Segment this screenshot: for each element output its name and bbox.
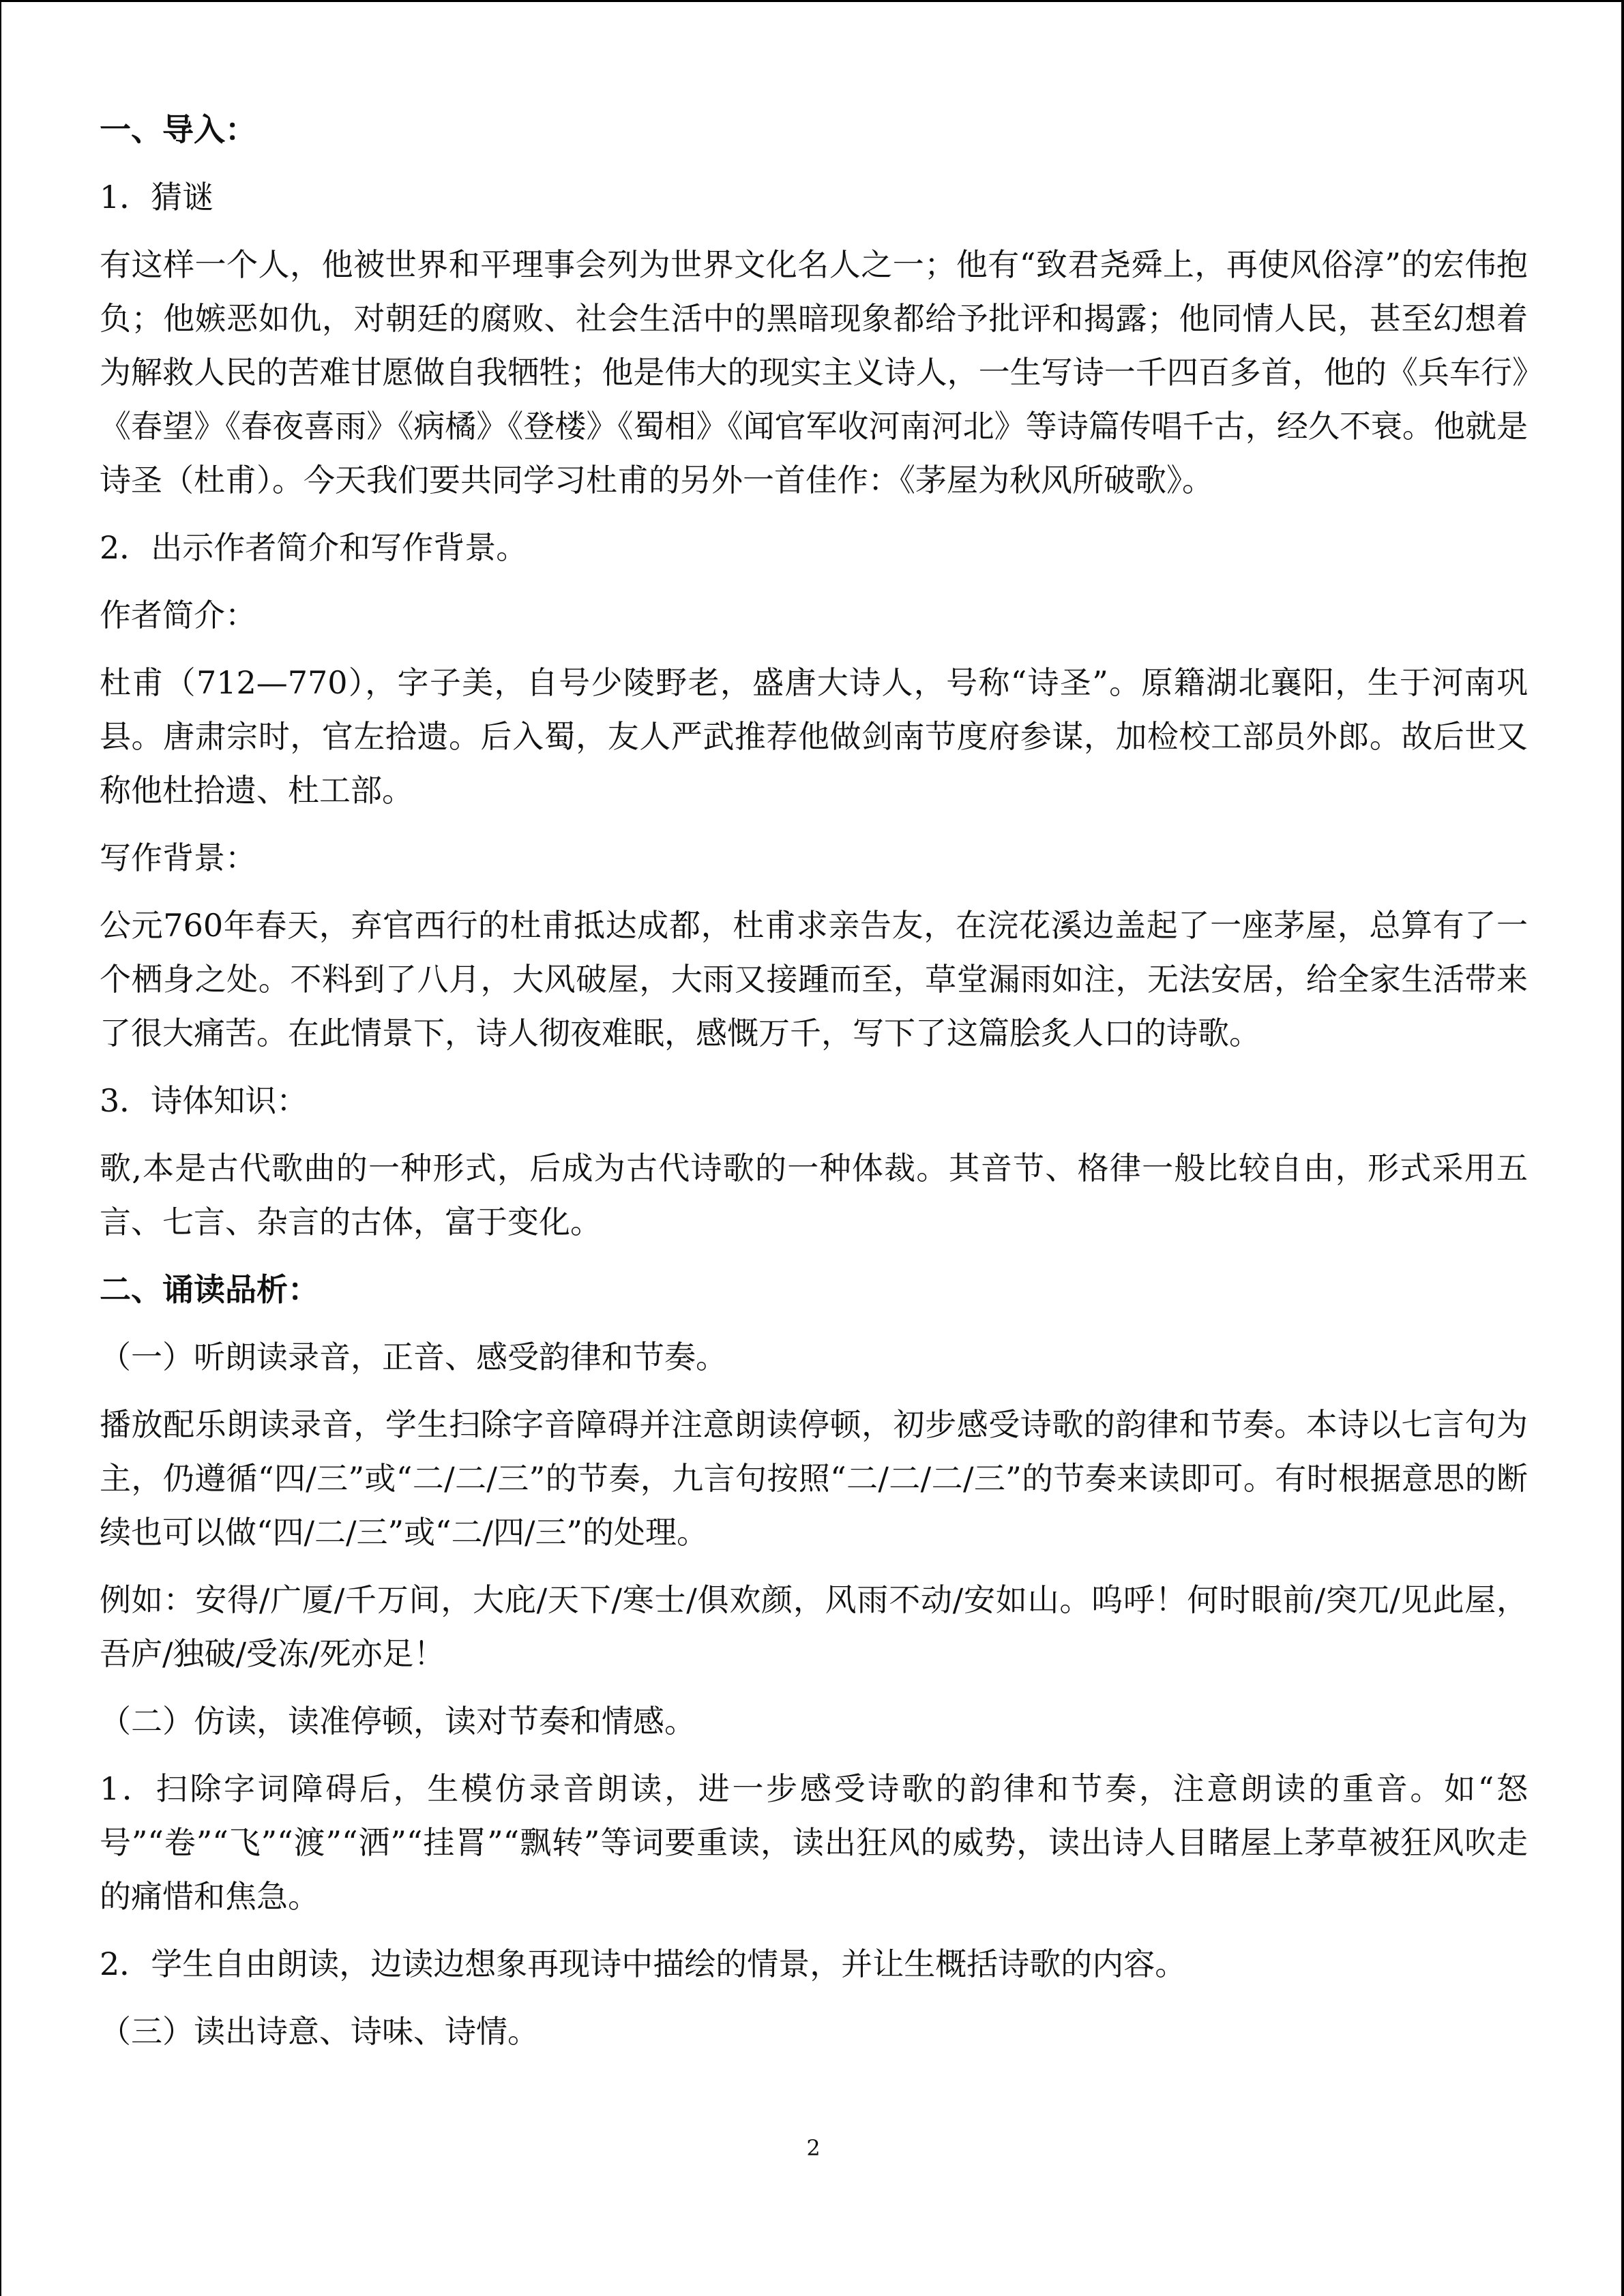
author-paragraph: 杜甫（712—770），字子美，自号少陵野老，盛唐大诗人，号称“诗圣”。原籍湖北襄阳，生于河南巩县。唐肃宗时，官左拾遗。后入蜀，友人严武推荐他做剑南节度府参谋，加检校工部员外郎。故后世又称他杜拾遗、杜工部。	[100, 664, 1528, 809]
background-label: 写作背景：	[100, 839, 256, 876]
subsection-title-imitate: （二）仿读，读准停顿，读对节奏和情感。	[100, 1703, 696, 1740]
page-number: 2	[806, 2135, 821, 2161]
document-body	[100, 103, 1528, 2072]
section-heading-intro: 一、导入：	[100, 111, 256, 148]
section-heading-reading: 二、诵读品析：	[100, 1271, 319, 1308]
item-title-poetry-form: 3．诗体知识：	[100, 1082, 308, 1119]
background-paragraph: 公元760年春天，弃官西行的杜甫抵达成都，杜甫求亲告友，在浣花溪边盖起了一座茅屋，总算有了一个栖身之处。不料到了八月，大风破屋，大雨又接踵而至，草堂漏雨如注，无法安居，给全家生活带来了很大痛苦。在此情景下，诗人彻夜难眠，感慨万千，写下了这篇脍炙人口的诗歌。	[100, 907, 1528, 1052]
imitate-item-2: 2．学生自由朗读，边读边想象再现诗中描绘的情景，并让生概括诗歌的内容。	[100, 1945, 1187, 1982]
riddle-paragraph: 有这样一个人，他被世界和平理事会列为世界文化名人之一；他有“致君尧舜上，再使风俗淳”的宏伟抱负；他嫉恶如仇，对朝廷的腐败、社会生活中的黑暗现象都给予批评和揭露；他同情人民，甚至幻想着为解救人民的苦难甘愿做自我牺牲；他是伟大的现实主义诗人，一生写诗一千四百多首，他的《兵车行》《春望》《春夜喜雨》《病橘》《登楼》《蜀相》《闻官军收河南河北》等诗篇传唱千古，经久不衰。他就是诗圣（杜甫）。今天我们要共同学习杜甫的另外一首佳作：《茅屋为秋风所破歌》。	[100, 246, 1528, 498]
subsection-title-meaning: （三）读出诗意、诗味、诗情。	[100, 2013, 539, 2050]
item-title-author-background: 2．出示作者简介和写作背景。	[100, 529, 528, 566]
poetry-form-paragraph: 歌,本是古代歌曲的一种形式，后成为古代诗歌的一种体裁。其音节、格律一般比较自由，形式采用五言、七言、杂言的古体，富于变化。	[100, 1150, 1528, 1240]
author-label: 作者简介：	[100, 597, 256, 633]
imitate-item-1: 1．扫除字词障碍后，生模仿录音朗读，进一步感受诗歌的韵律和节奏，注意朗读的重音。如“怒号”“卷”“飞”“渡”“洒”“挂罥”“飘转”等词要重读，读出狂风的威势，读出诗人目睹屋上茅草被狂风吹走的痛惜和焦急。	[100, 1770, 1528, 1915]
item-title-riddle: 1．猜谜	[100, 179, 214, 215]
example-paragraph: 例如：安得/广厦/千万间，大庇/天下/寒士/俱欢颜，风雨不动/安如山。呜呼！何时眼前/突兀/见此屋，吾庐/独破/受冻/死亦足！	[100, 1581, 1528, 1672]
listen-paragraph: 播放配乐朗读录音，学生扫除字音障碍并注意朗读停顿，初步感受诗歌的韵律和节奏。本诗以七言句为主，仍遵循“四/三”或“二/二/三”的节奏，九言句按照“二/二/二/三”的节奏来读即可。有时根据意思的断续也可以做“四/二/三”或“二/四/三”的处理。	[100, 1406, 1528, 1551]
subsection-title-listen: （一）听朗读录音，正音、感受韵律和节奏。	[100, 1339, 727, 1375]
